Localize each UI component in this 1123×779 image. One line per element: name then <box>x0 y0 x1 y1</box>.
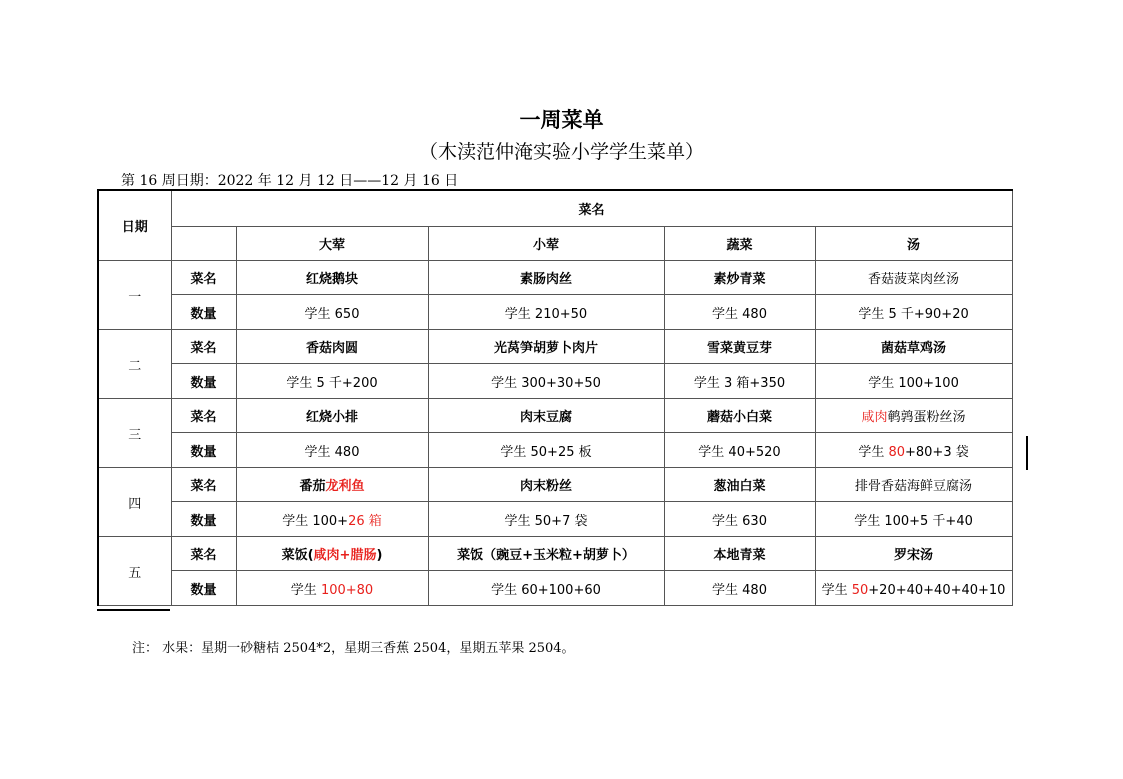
quantity-cell <box>815 502 1012 537</box>
quantity-text: 学生 5 千+90+20 <box>858 306 969 322</box>
table-row <box>98 571 1012 606</box>
table-row <box>98 261 1012 295</box>
quantity-cell <box>428 571 664 606</box>
quantity-text: 学生 480 <box>712 582 767 598</box>
dish-text: 罗宋汤 <box>894 548 934 563</box>
quantity-text: 学生 480 <box>304 444 360 460</box>
quantity-cell <box>815 364 1012 399</box>
quantity-text: 学生 300+30+50 <box>491 375 601 391</box>
table-row <box>98 364 1012 399</box>
dish-name-cell <box>236 468 428 502</box>
dish-text: 雪菜黄豆芽 <box>706 341 772 356</box>
quantity-cell <box>428 364 664 399</box>
dish-name-cell <box>428 537 664 571</box>
dish-text: 肉末粉丝 <box>519 479 572 494</box>
row-label-name: 菜名 <box>171 537 236 571</box>
quantity-text: 学生 60+100+60 <box>491 582 601 598</box>
quantity-text: 学生 3 箱+350 <box>693 375 786 391</box>
page-title: 一周菜单 <box>519 108 604 132</box>
quantity-cell <box>236 364 428 399</box>
header-date: 日期 <box>98 190 171 261</box>
week-date-line: 第 16 周日期：2022 年 12 月 12 日——12 月 16 日 <box>121 173 459 189</box>
weekly-menu-table <box>97 189 1013 606</box>
dish-name-cell <box>815 537 1012 571</box>
dish-text: ) <box>376 548 383 563</box>
dish-text: 本地青菜 <box>713 548 766 563</box>
quantity-cell <box>236 433 428 468</box>
quantity-text: 50 <box>851 582 869 598</box>
dish-text: 香菇肉圆 <box>305 341 358 356</box>
dish-text: 鹌鹑蛋粉丝汤 <box>887 410 966 425</box>
dish-name-cell <box>428 468 664 502</box>
quantity-text: 80 <box>888 444 905 460</box>
table-row <box>98 295 1012 330</box>
quantity-text: 学生 50+7 袋 <box>504 513 588 529</box>
dish-text: 蘑菇小白菜 <box>706 410 772 425</box>
table-bottom-left-rule <box>97 609 170 611</box>
quantity-text: 学生 210+50 <box>504 306 588 322</box>
quantity-cell <box>236 295 428 330</box>
quantity-text: 学生 630 <box>712 513 767 529</box>
quantity-cell <box>815 433 1012 468</box>
header-dish-group: 菜名 <box>171 190 1012 227</box>
dish-name-cell <box>815 468 1012 502</box>
row-label-qty: 数量 <box>171 364 236 399</box>
row-label-qty: 数量 <box>171 433 236 468</box>
quantity-text: 学生 50+25 板 <box>500 444 592 460</box>
dish-name-cell <box>236 399 428 433</box>
quantity-text: 学生 100+5 千+40 <box>854 513 973 529</box>
page-subtitle: （木渎范仲淹实验小学学生菜单） <box>418 141 704 163</box>
quantity-cell <box>664 571 815 606</box>
dish-text: 葱油白菜 <box>713 479 766 494</box>
table-row <box>98 502 1012 537</box>
dish-text: 光莴笋胡萝卜肉片 <box>493 341 598 356</box>
dish-text: 菜饭( <box>281 548 314 563</box>
quantity-text: 100+80 <box>320 582 374 598</box>
dish-text: 菌菇草鸡汤 <box>881 341 947 356</box>
header-col-main-meat: 大荤 <box>236 227 428 261</box>
dish-text: 龙利鱼 <box>325 479 365 494</box>
quantity-cell <box>428 502 664 537</box>
quantity-text: 学生 480 <box>712 306 767 322</box>
quantity-text: 学生 100+100 <box>868 375 959 391</box>
day-label: 五 <box>98 537 171 606</box>
quantity-text: 26 箱 <box>348 513 382 529</box>
dish-text: 素炒青菜 <box>713 272 766 287</box>
quantity-cell <box>815 571 1012 606</box>
dish-text: 香菇菠菜肉丝汤 <box>868 272 960 287</box>
row-label-qty: 数量 <box>171 571 236 606</box>
header-col-side-meat: 小荤 <box>428 227 664 261</box>
table-row <box>98 399 1012 433</box>
dish-text: 红烧小排 <box>305 410 358 425</box>
fruit-note: 注： 水果：星期一砂糖桔 2504*2，星期三香蕉 2504，星期五苹果 2504。 <box>132 641 575 656</box>
day-label: 一 <box>98 261 171 330</box>
quantity-cell <box>664 364 815 399</box>
row-label-name: 菜名 <box>171 399 236 433</box>
table-row <box>98 330 1012 364</box>
day-label: 三 <box>98 399 171 468</box>
dish-text: 咸肉 <box>861 410 888 425</box>
dish-name-cell <box>664 468 815 502</box>
header-col-vegetable: 蔬菜 <box>664 227 815 261</box>
dish-name-cell <box>664 537 815 571</box>
dish-text: 素肠肉丝 <box>519 272 572 287</box>
dish-text: 菜饭（豌豆+玉米粒+胡萝卜） <box>457 548 635 563</box>
dish-name-cell <box>815 399 1012 433</box>
quantity-text: 学生 5 千+200 <box>286 375 378 391</box>
row-label-name: 菜名 <box>171 468 236 502</box>
quantity-text: 学生 650 <box>304 306 360 322</box>
quantity-cell <box>664 295 815 330</box>
dish-name-cell <box>428 261 664 295</box>
dish-name-cell <box>428 330 664 364</box>
dish-text: 红烧鹅块 <box>305 272 358 287</box>
dish-name-cell <box>236 330 428 364</box>
quantity-text: 学生 40+520 <box>698 444 781 460</box>
quantity-text: 学生 <box>290 582 321 598</box>
quantity-text: 学生 100+ <box>282 513 349 529</box>
dish-name-cell <box>815 261 1012 295</box>
quantity-text: 学生 <box>821 582 852 598</box>
quantity-text: +80+3 袋 <box>905 444 969 460</box>
quantity-text: +20+40+40+40+10 <box>868 582 1006 598</box>
dish-text: 排骨香菇海鲜豆腐汤 <box>855 479 973 494</box>
day-label: 二 <box>98 330 171 399</box>
dish-name-cell <box>815 330 1012 364</box>
dish-name-cell <box>664 399 815 433</box>
dish-name-cell <box>236 537 428 571</box>
row-label-qty: 数量 <box>171 502 236 537</box>
dish-name-cell <box>664 330 815 364</box>
dish-name-cell <box>664 261 815 295</box>
quantity-cell <box>236 502 428 537</box>
quantity-cell <box>664 502 815 537</box>
row-label-name: 菜名 <box>171 261 236 295</box>
quantity-cell <box>664 433 815 468</box>
dish-text: 咸肉+腊肠 <box>313 548 377 563</box>
header-col-soup: 汤 <box>815 227 1012 261</box>
dish-name-cell <box>236 261 428 295</box>
row-label-qty: 数量 <box>171 295 236 330</box>
text-cursor-bar <box>1026 436 1028 470</box>
quantity-cell <box>236 571 428 606</box>
dish-name-cell <box>428 399 664 433</box>
quantity-cell <box>428 295 664 330</box>
table-row <box>98 468 1012 502</box>
quantity-text: 学生 <box>858 444 889 460</box>
quantity-cell <box>815 295 1012 330</box>
row-label-name: 菜名 <box>171 330 236 364</box>
quantity-cell <box>428 433 664 468</box>
header-blank <box>171 227 236 261</box>
dish-text: 番茄 <box>299 479 326 494</box>
dish-text: 肉末豆腐 <box>519 410 572 425</box>
table-row <box>98 537 1012 571</box>
day-label: 四 <box>98 468 171 537</box>
table-row <box>98 433 1012 468</box>
